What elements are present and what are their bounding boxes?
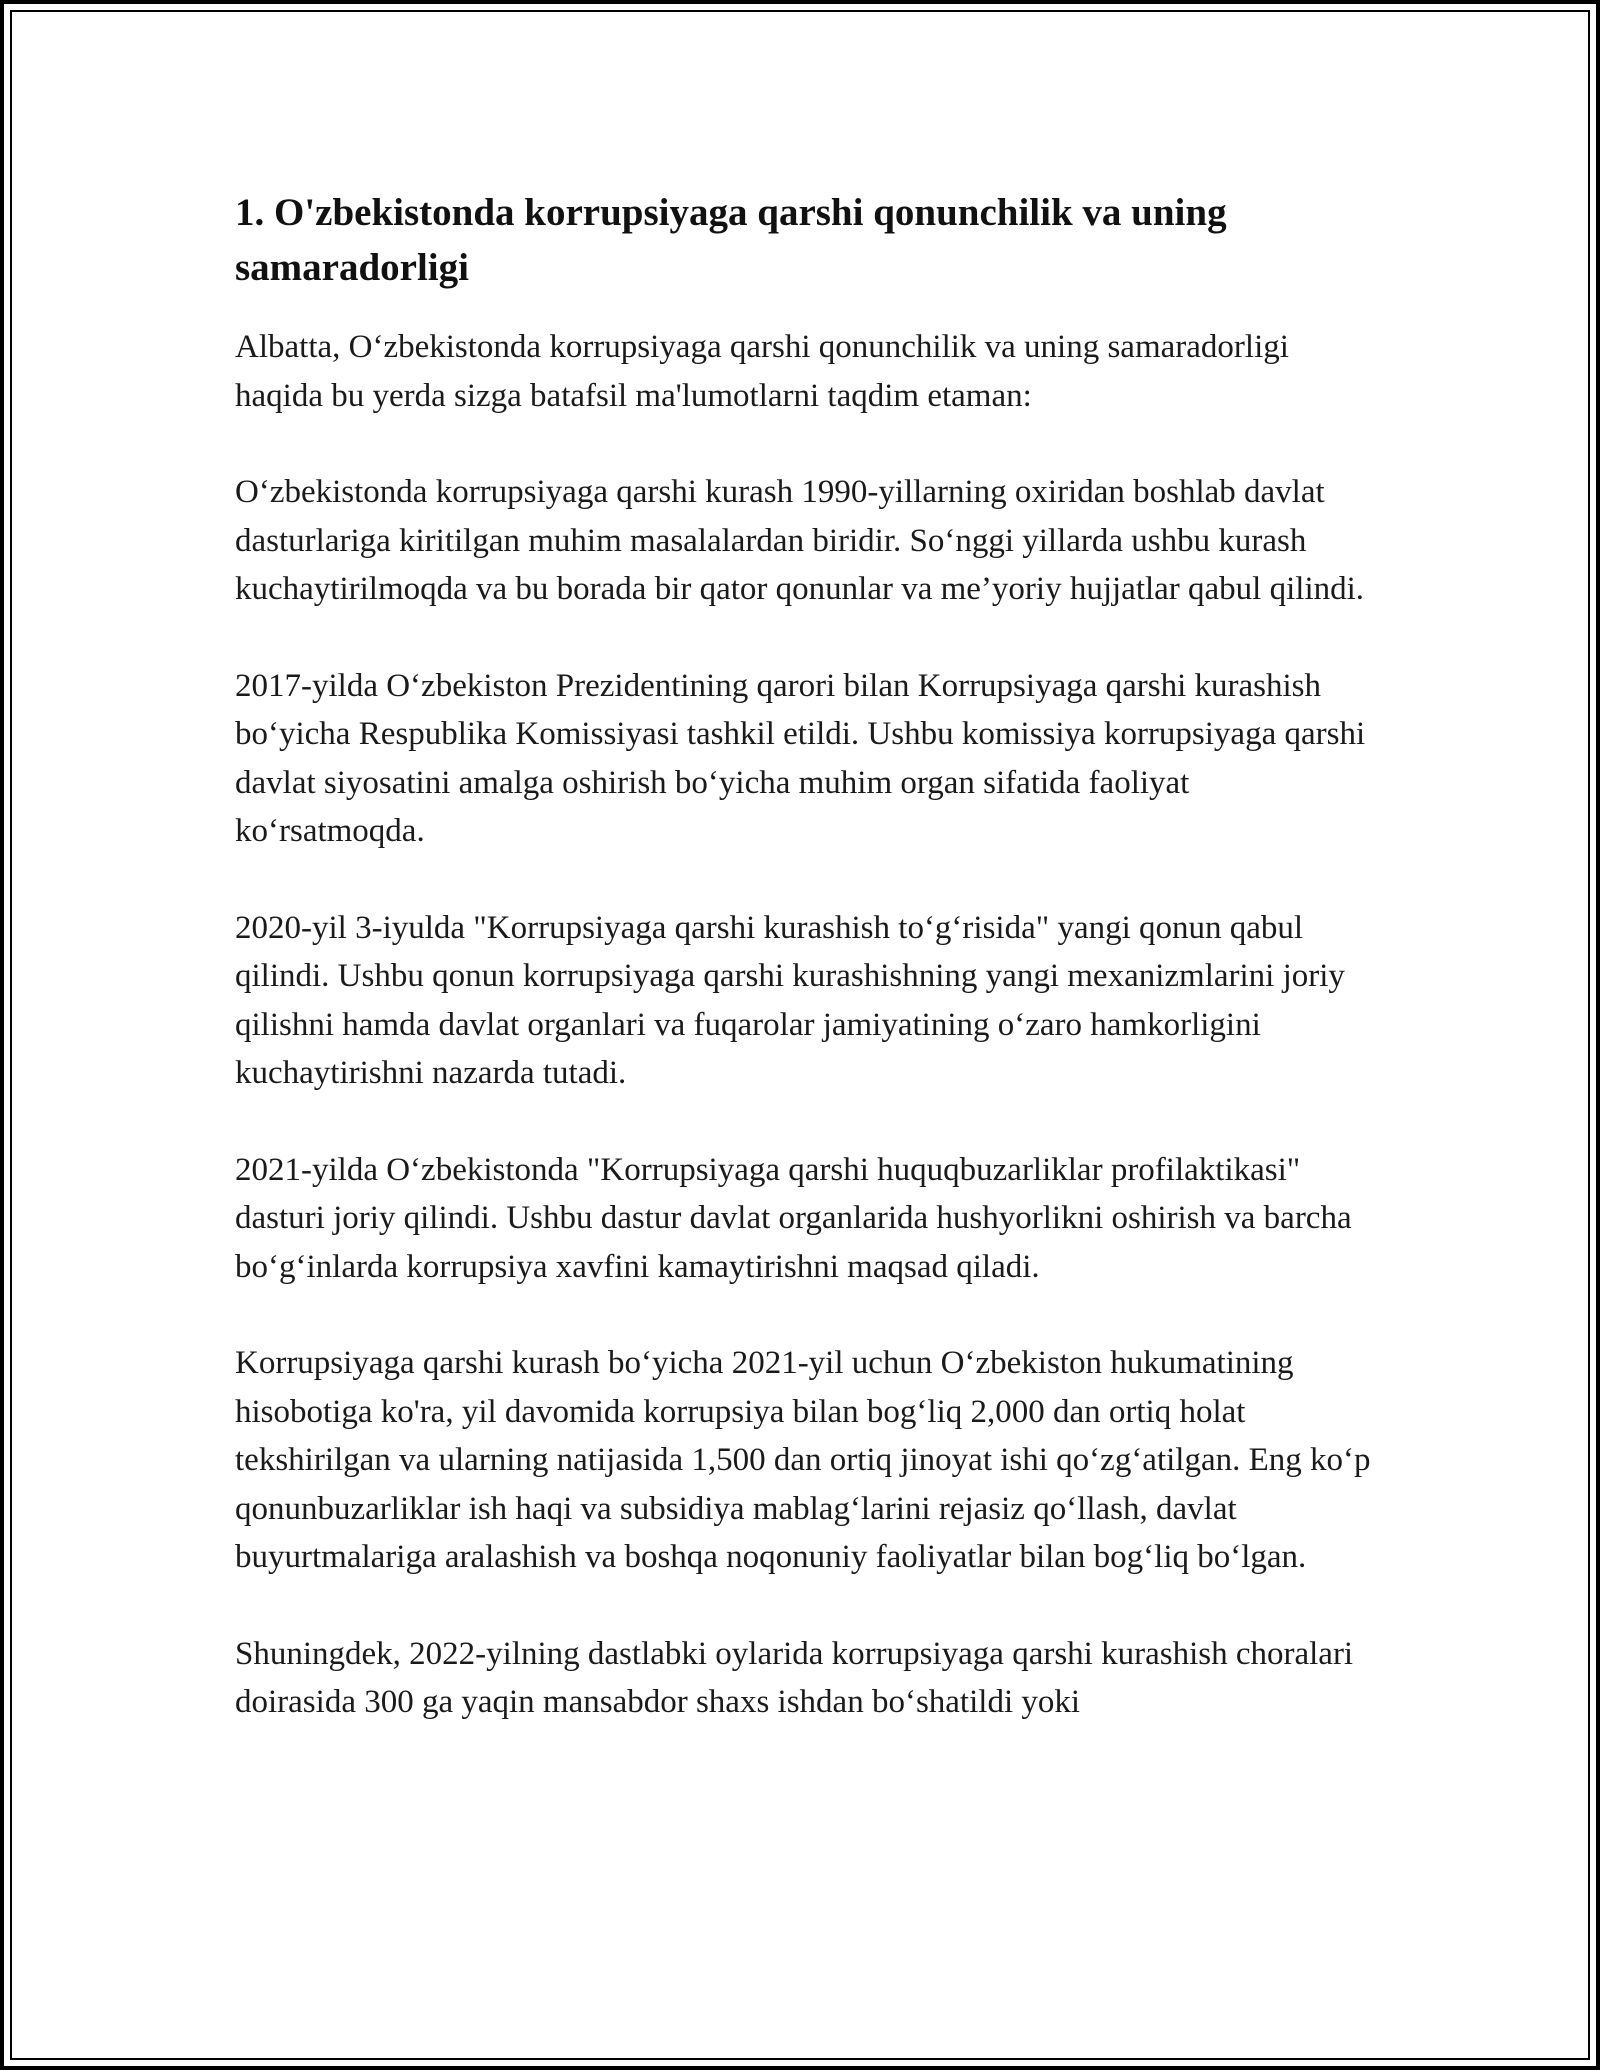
paragraph-intro: Albatta, O‘zbekistonda korrupsiyaga qarshi qonunchilik va uning samaradorligi haqida bu yerda sizga batafsil ma'lumotlarni taqdim etaman: (235, 329, 1289, 414)
paragraph-2021-report: Korrupsiyaga qarshi kurash bo‘yicha 2021-yil uchun O‘zbekiston hukumatining hisobotiga ko'ra, yil davomida korrupsiya bilan bog‘liq 2,000 dan ortiq holat tekshirilgan va ularning natijasida 1,500 dan ortiq jinoyat ishi qo‘zg‘atilgan. Eng ko‘p qonunbuzarliklar ish haqi va subsidiya mablag‘larini rejasiz qo‘llash, davlat buyurtmalariga aralashish va boshqa noqonuniy faoliyatlar bilan bog‘liq bo‘lgan. (235, 1345, 1371, 1575)
paragraph-background: O‘zbekistonda korrupsiyaga qarshi kurash 1990-yillarning oxiridan boshlab davlat dasturlariga kiritilgan muhim masalalardan biridir. So‘nggi yillarda ushbu kurash kuchaytirilmoqda va bu borada bir qator qonunlar va me’yoriy hujjatlar qabul qilindi. (235, 474, 1365, 607)
paragraph-2021-program: 2021-yilda O‘zbekistonda "Korrupsiyaga qarshi huquqbuzarliklar profilaktikasi" dasturi joriy qilindi. Ushbu dastur davlat organlarida hushyorlikni oshirish va barcha bo‘g‘inlarda korrupsiya xavfini kamaytirishni maqsad qiladi. (235, 1151, 1352, 1285)
document-body (235, 185, 1375, 1727)
paragraph-2017-commission: 2017-yilda O‘zbekiston Prezidentining qarori bilan Korrupsiyaga qarshi kurashish bo‘yicha Respublika Komissiyasi tashkil etildi. Ushbu komissiya korrupsiyaga qarshi davlat siyosatini amalga oshirish bo‘yicha muhim organ sifatida faoliyat ko‘rsatmoqda. (235, 667, 1366, 849)
paragraph-2022-dismissals: Shuningdek, 2022-yilning dastlabki oylarida korrupsiyaga qarshi kurashish choralari doirasida 300 ga yaqin mansabdor shaxs ishdan bo‘shatildi yoki (235, 1635, 1354, 1720)
document-title: 1. O'zbekistonda korrupsiyaga qarshi qonunchilik va uning samaradorligi (235, 191, 1227, 289)
paragraph-2020-law: 2020-yil 3-iyulda "Korrupsiyaga qarshi kurashish to‘g‘risida" yangi qonun qabul qilindi. Ushbu qonun korrupsiyaga qarshi kurashishning yangi mexanizmlarini joriy qilishni hamda davlat organlari va fuqarolar jamiyatining o‘zaro hamkorligini kuchaytirishni nazarda tutadi. (235, 909, 1345, 1091)
